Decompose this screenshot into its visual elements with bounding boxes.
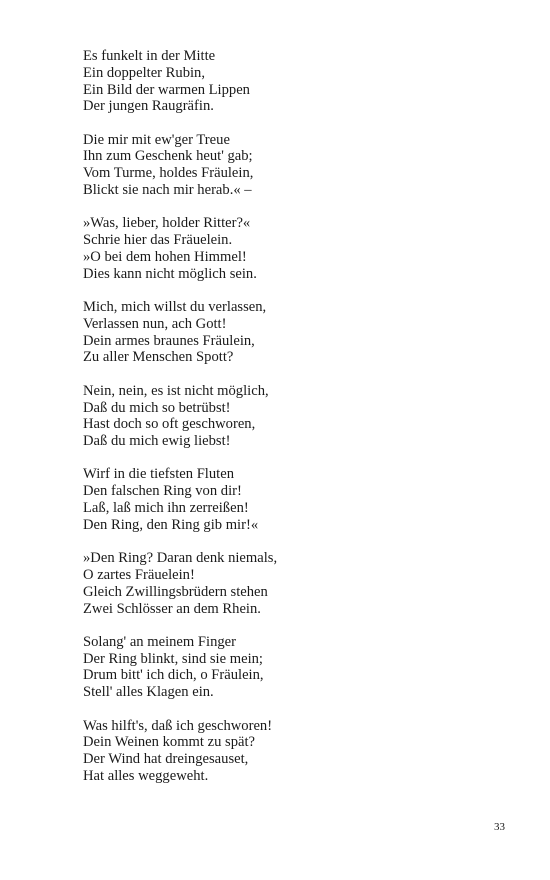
verse-line: Zu aller Menschen Spott? (83, 349, 234, 366)
verse-line: Hat alles weggeweht. (83, 767, 209, 784)
verse-line: Daß du mich so betrübst! (83, 399, 231, 416)
verse-line: »O bei dem hohen Himmel! (83, 248, 247, 265)
verse-line: Schrie hier das Fräuelein. (83, 232, 233, 249)
verse-line: Dies kann nicht möglich sein. (83, 265, 257, 282)
verse-line: Mich, mich willst du verlassen, (83, 299, 267, 316)
verse-line: Den Ring, den Ring gib mir!« (83, 516, 259, 533)
verse-line: Drum bitt' ich dich, o Fräulein, (83, 667, 264, 684)
verse-line: Vom Turme, holdes Fräulein, (83, 165, 254, 182)
stanza-5 (83, 383, 513, 450)
verse-line: Der Wind hat dreingesauset, (83, 751, 249, 768)
verse-line: Blickt sie nach mir herab.« – (83, 182, 252, 199)
verse-line: Laß, laß mich ihn zerreißen! (83, 500, 249, 517)
verse-line: Ein Bild der warmen Lippen (83, 81, 250, 98)
verse-line: Zwei Schlösser an dem Rhein. (83, 600, 261, 617)
verse-line: Stell' alles Klagen ein. (83, 684, 214, 701)
verse-line: Was hilft's, daß ich geschworen! (83, 717, 273, 734)
verse-line: Gleich Zwillingsbrüdern stehen (83, 583, 268, 600)
verse-line: Hast doch so oft geschworen, (83, 416, 256, 433)
verse-line: »Was, lieber, holder Ritter?« (83, 215, 251, 232)
verse-line: Der Ring blinkt, sind sie mein; (83, 650, 263, 667)
verse-line: O zartes Fräuelein! (83, 566, 195, 583)
verse-line: Es funkelt in der Mitte (83, 48, 216, 64)
poem-body (83, 48, 513, 801)
verse-line: Die mir mit ew'ger Treue (83, 131, 230, 148)
verse-line: Dein Weinen kommt zu spät? (83, 734, 256, 751)
verse-line: Ein doppelter Rubin, (83, 64, 206, 81)
stanza-7 (83, 550, 513, 617)
stanza-2 (83, 132, 513, 199)
verse-line: Wirf in die tiefsten Fluten (83, 466, 234, 483)
stanza-4 (83, 299, 513, 366)
verse-line: Ihn zum Geschenk heut' gab; (83, 148, 253, 165)
verse-line: Der jungen Raugräfin. (83, 98, 214, 115)
verse-line: Den falschen Ring von dir! (83, 483, 242, 500)
verse-line: Solang' an meinem Finger (83, 633, 236, 650)
verse-line: Nein, nein, es ist nicht möglich, (83, 382, 269, 399)
stanza-1 (83, 48, 513, 115)
stanza-6 (83, 466, 513, 533)
verse-line: Verlassen nun, ach Gott! (83, 315, 227, 332)
stanza-8 (83, 634, 513, 701)
stanza-3 (83, 215, 513, 282)
stanza-9 (83, 718, 513, 785)
verse-line: Daß du mich ewig liebst! (83, 433, 231, 450)
verse-line: »Den Ring? Daran denk niemals, (83, 550, 278, 567)
verse-line: Dein armes braunes Fräulein, (83, 332, 255, 349)
page-number: 33 (494, 821, 505, 833)
